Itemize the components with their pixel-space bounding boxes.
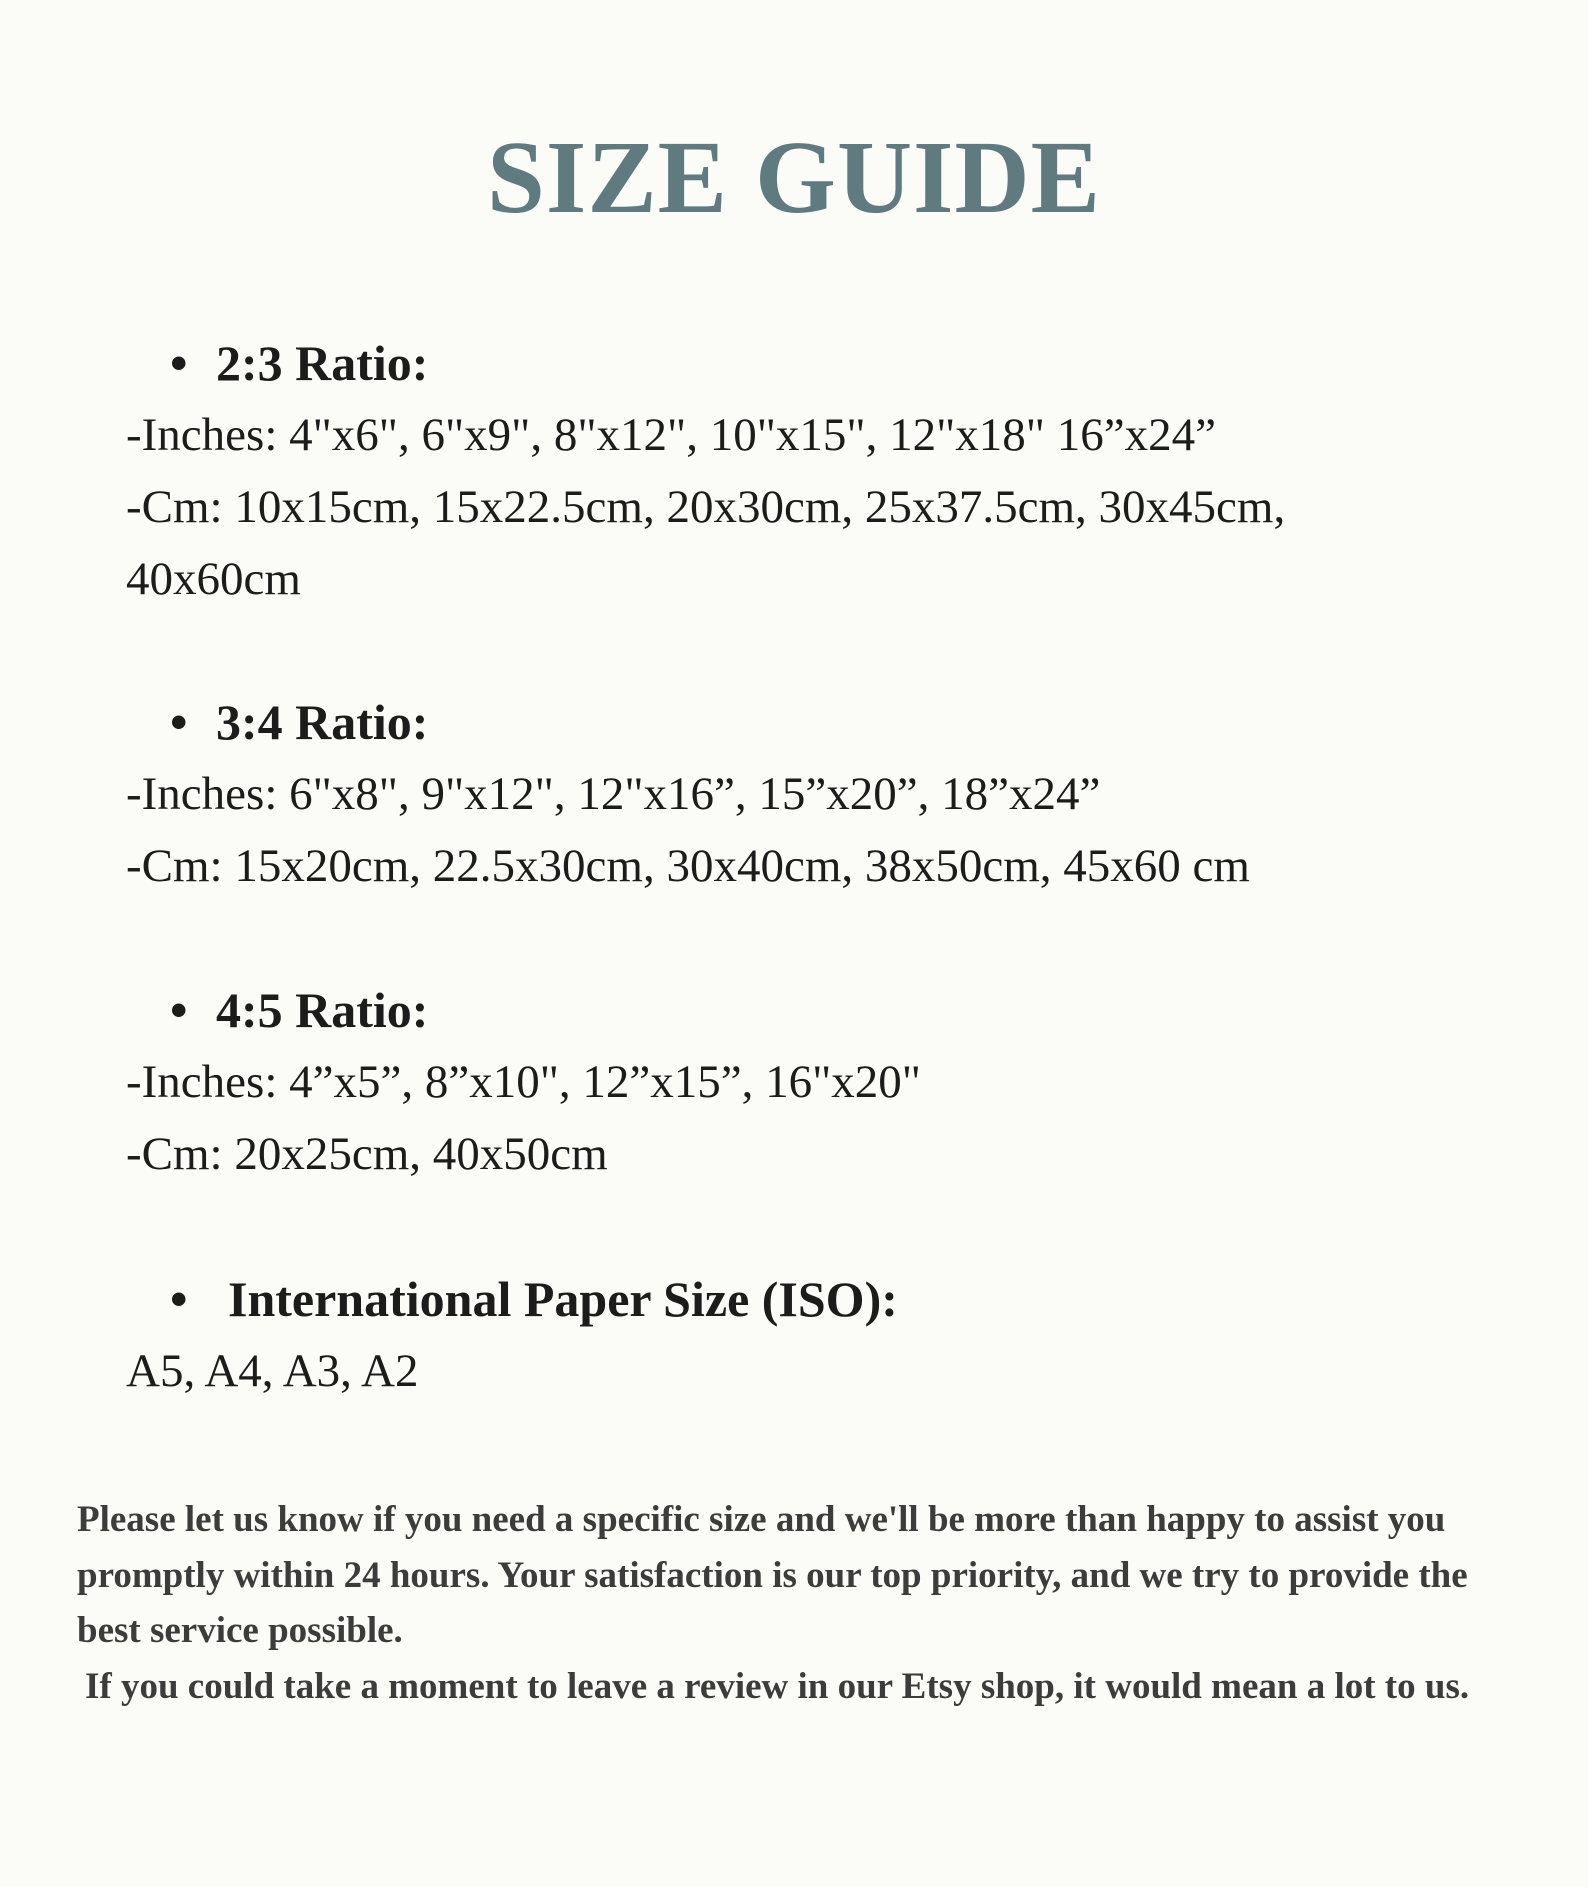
section-heading — [126, 974, 1526, 1046]
section-heading-label: 2:3 Ratio: — [216, 335, 429, 391]
section-iso-paper-size — [126, 1263, 1526, 1407]
inches-line: -Inches: 6"x8", 9"x12", 12"x16”, 15”x20”, 18”x24” — [126, 768, 1101, 820]
cm-line: -Cm: 20x25cm, 40x50cm — [126, 1128, 608, 1180]
iso-sizes-line: A5, A4, A3, A2 — [126, 1345, 419, 1397]
cm-line: -Cm: 10x15cm, 15x22.5cm, 20x30cm, 25x37.5cm, 30x45cm, — [126, 481, 1286, 533]
cm-line: -Cm: 15x20cm, 22.5x30cm, 30x40cm, 38x50cm, 45x60 cm — [126, 840, 1250, 892]
section-heading-label: International Paper Size (ISO): — [228, 1271, 898, 1327]
section-heading — [126, 686, 1526, 758]
customer-note — [77, 1492, 1517, 1714]
bullet-icon: • — [170, 694, 188, 750]
bullet-icon: • — [170, 1271, 188, 1327]
note-paragraph-custom-size: Please let us know if you need a specific size and we'll be more than happy to assist you promptly within 24 hours. Your satisfaction is our top priority, and we try to provide the best service possible. — [77, 1499, 1468, 1651]
inches-line: -Inches: 4"x6", 6"x9", 8"x12", 10"x15", 12"x18" 16”x24” — [126, 409, 1216, 461]
inches-line: -Inches: 4”x5”, 8”x10", 12”x15”, 16"x20" — [126, 1056, 921, 1108]
page-title: SIZE GUIDE — [487, 120, 1101, 235]
bullet-icon: • — [170, 335, 188, 391]
bullet-icon: • — [170, 982, 188, 1038]
note-paragraph-review: If you could take a moment to leave a review in our Etsy shop, it would mean a lot to us. — [85, 1665, 1470, 1707]
section-heading-label: 4:5 Ratio: — [216, 982, 429, 1038]
section-heading — [126, 1263, 1526, 1335]
section-4-5-ratio — [126, 974, 1526, 1190]
section-heading-label: 3:4 Ratio: — [216, 694, 429, 750]
section-heading — [126, 327, 1526, 399]
section-2-3-ratio — [126, 327, 1526, 615]
section-3-4-ratio — [126, 686, 1526, 902]
cm-line-continued: 40x60cm — [126, 553, 301, 605]
